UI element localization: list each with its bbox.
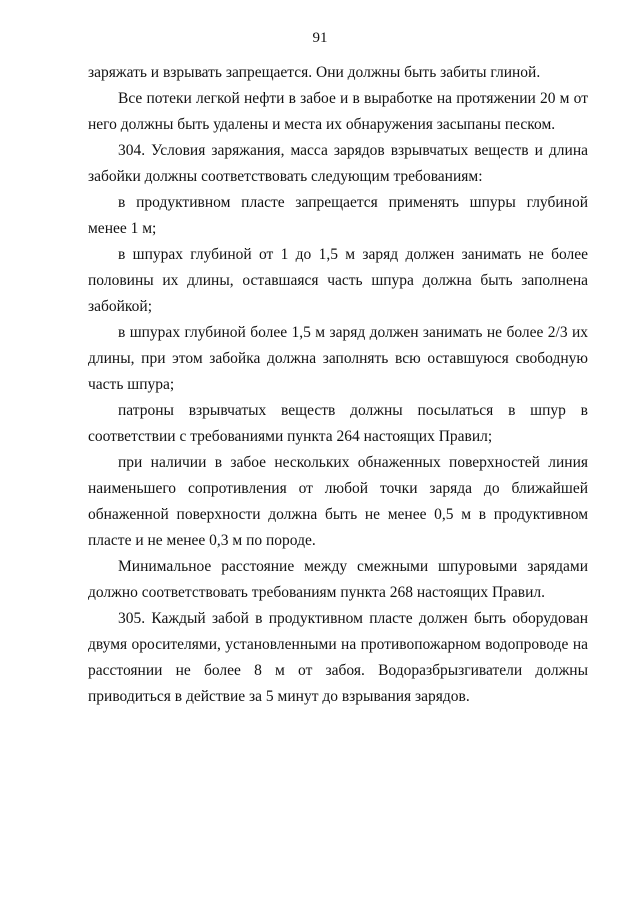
- page-number: 91: [312, 30, 328, 46]
- paragraph-continuation: заряжать и взрывать запрещается. Они должны быть забиты глиной.: [88, 64, 541, 81]
- paragraph-oil-seepage: Все потеки легкой нефти в забое и в выработке на протяжении 20 м от него должны быть удалены и места их обнаружения засыпаны песком.: [88, 90, 588, 133]
- paragraph-min-distance: Минимальное расстояние между смежными шпуровыми зарядами должно соответствовать требованиям пункта 268 настоящих Правил.: [88, 558, 588, 601]
- paragraph-304: 304. Условия заряжания, масса зарядов взрывчатых веществ и длина забойки должны соответствовать следующим требованиям:: [88, 142, 588, 185]
- paragraph-304-item-2: в шпурах глубиной от 1 до 1,5 м заряд должен занимать не более половины их длины, оставшаяся часть шпура должна быть заполнена забойкой;: [88, 246, 588, 315]
- paragraph-304-item-1: в продуктивном пласте запрещается применять шпуры глубиной менее 1 м;: [88, 194, 588, 237]
- document-body: [88, 60, 588, 710]
- paragraph-304-item-4: патроны взрывчатых веществ должны посылаться в шпур в соответствии с требованиями пункта 264 настоящих Правил;: [88, 402, 588, 445]
- paragraph-304-item-5: при наличии в забое нескольких обнаженных поверхностей линия наименьшего сопротивления от любой точки заряда до ближайшей обнаженной поверхности должна быть не менее 0,5 м в продуктивном пласте и не менее 0,3 м по породе.: [88, 454, 588, 549]
- paragraph-305: 305. Каждый забой в продуктивном пласте должен быть оборудован двумя оросителями, установленными на противопожарном водопроводе на расстоянии не более 8 м от забоя. Водоразбрызгиватели должны приводиться в действие за 5 минут до взрывания зарядов.: [88, 610, 588, 705]
- paragraph-304-item-3: в шпурах глубиной более 1,5 м заряд должен занимать не более 2/3 их длины, при этом забойка должна заполнять всю оставшуюся свободную часть шпура;: [88, 324, 588, 393]
